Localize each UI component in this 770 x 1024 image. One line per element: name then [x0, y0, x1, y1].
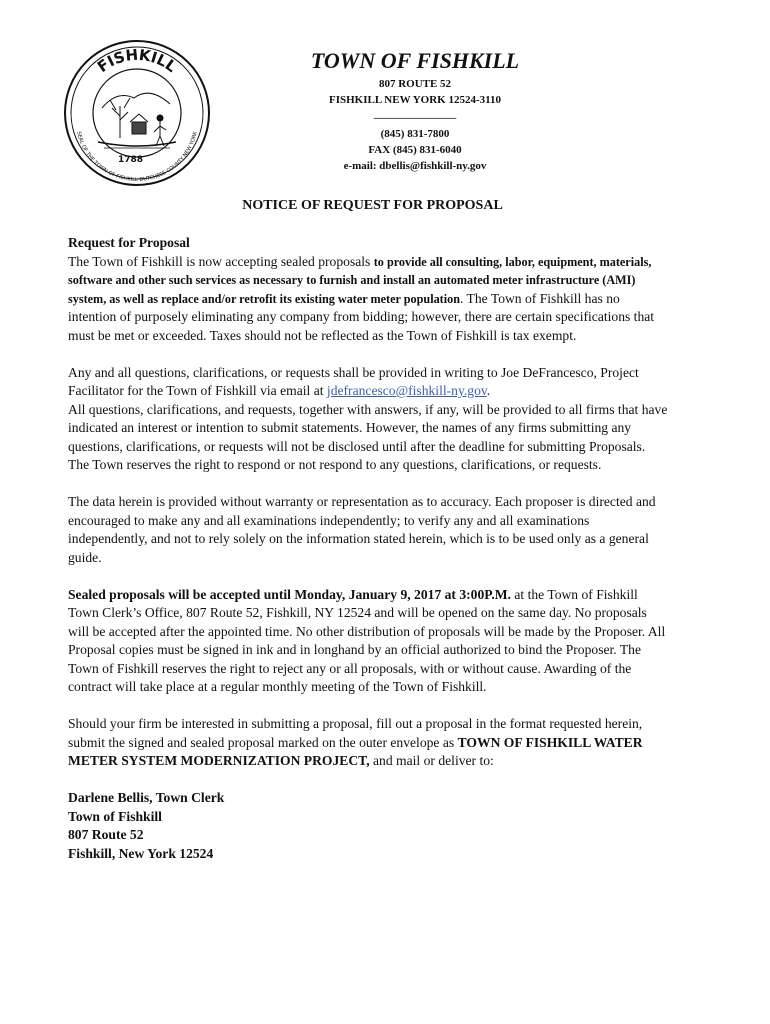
address-line: Darlene Bellis, Town Clerk — [68, 790, 225, 805]
address-line: 807 Route 52 — [68, 827, 144, 842]
seal-scene — [98, 93, 176, 148]
town-name: TOWN OF FISHKILL — [310, 48, 520, 73]
paragraph-request-for-proposal — [68, 234, 668, 345]
paragraph-submission — [68, 715, 668, 771]
p4-rest: at the Town of Fishkill Town Clerk’s Office, 807 Route 52, Fishkill, NY 12524 and will be opened on the same day. No proposals will be accepted after the appointed time. No other distribution of proposals will be made by the Proposer. All Proposal copies must be signed in ink and in longhand by an official authorized to bind the Proposer. The Town of Fishkill reserves the right to reject any or all proposals, with or without cause. Awarding of the contract will take place at a regular monthly meeting of the Town of Fishkill. — [68, 586, 666, 694]
paragraph-data-disclaimer: The data herein is provided without warranty or representation as to accuracy. Each proposer is directed and encouraged to make any and all examinations independently; to verify any and all examinations independently, and not to rely solely on the information stated herein, which is to be used only as a general guide. — [68, 494, 656, 565]
p1-scope-bold: to provide all consulting, labor, equipment, materials, software and other such services as necessary to furnish and install an automated meter infrastructure (AMI) system, as well as replace and/or retrofit its existing water meter population — [68, 254, 652, 306]
phone-number: (845) 831-7800 — [380, 128, 450, 140]
document-body — [68, 234, 668, 863]
p2-after-link: . — [486, 383, 491, 398]
address-line: Town of Fishkill — [68, 808, 162, 824]
p2-lead: Any and all questions, clarifications, or requests shall be provided in writing to Joe DeFrancesco, Project Facilitator for the Town of Fishkill via email at — [68, 364, 639, 398]
p2-rest: All questions, clarifications, and requests, together with answers, if any, will be provided to all firms that have indicated an interest or intention to submit statements. However, the names of any firms submitting any questions, clarifications, or requests will not be disclosed until after the deadline for submitting Proposals. The Town reserves the right to respond or not respond to any questions, clarifications, or requests. — [68, 401, 668, 472]
town-seal — [62, 38, 212, 188]
paragraph-questions — [68, 364, 668, 475]
address-line: Fishkill, New York 12524 — [68, 845, 214, 861]
p5-rest: and mail or deliver to: — [369, 753, 494, 768]
p1-lead: The Town of Fishkill is now accepting sealed proposals — [68, 253, 374, 269]
street-address: 807 ROUTE 52 — [378, 78, 452, 90]
city-state-zip: FISHKILL NEW YORK 12524-3110 — [328, 94, 502, 106]
contact-email-link[interactable]: jdefrancesco@fishkill-ny.gov — [326, 383, 487, 398]
project-name-bold: TOWN OF FISHKILL WATER METER SYSTEM MODERNIZATION PROJECT, — [68, 734, 643, 768]
email-address: e-mail: dbellis@fishkill-ny.gov — [343, 160, 487, 172]
seal-top-text: FISHKILL — [94, 45, 180, 77]
fax-number: FAX (845) 831-6040 — [368, 144, 462, 156]
notice-title: NOTICE OF REQUEST FOR PROPOSAL — [242, 198, 503, 213]
svg-text:FISHKILL — [94, 46, 180, 77]
deadline-bold: Sealed proposals will be accepted until Monday, January 9, 2017 at 3:00P.M. — [68, 586, 511, 602]
letterhead-rule: _______________ — [373, 108, 457, 120]
p1-rest: . The Town of Fishkill has no intention of purposely eliminating any company from bidding; however, there are certain specifications that must be met or exceeded. Taxes should not be reflected as the Town of Fishkill is tax exempt. — [68, 290, 655, 343]
section-heading: Request for Proposal — [68, 235, 190, 250]
letterhead — [250, 46, 580, 174]
paragraph-deadline — [68, 586, 668, 697]
seal-year: 1788 — [118, 155, 144, 165]
mailing-address — [68, 789, 668, 863]
seal-bottom-text: SEAL OF THE TOWN OF FISHKILL DUTCHESS COUNTY NEW YORK — [75, 130, 199, 184]
p5-lead: Should your firm be interested in submitting a proposal, fill out a proposal in the format requested herein, submit the signed and sealed proposal marked on the outer envelope as — [68, 716, 643, 750]
